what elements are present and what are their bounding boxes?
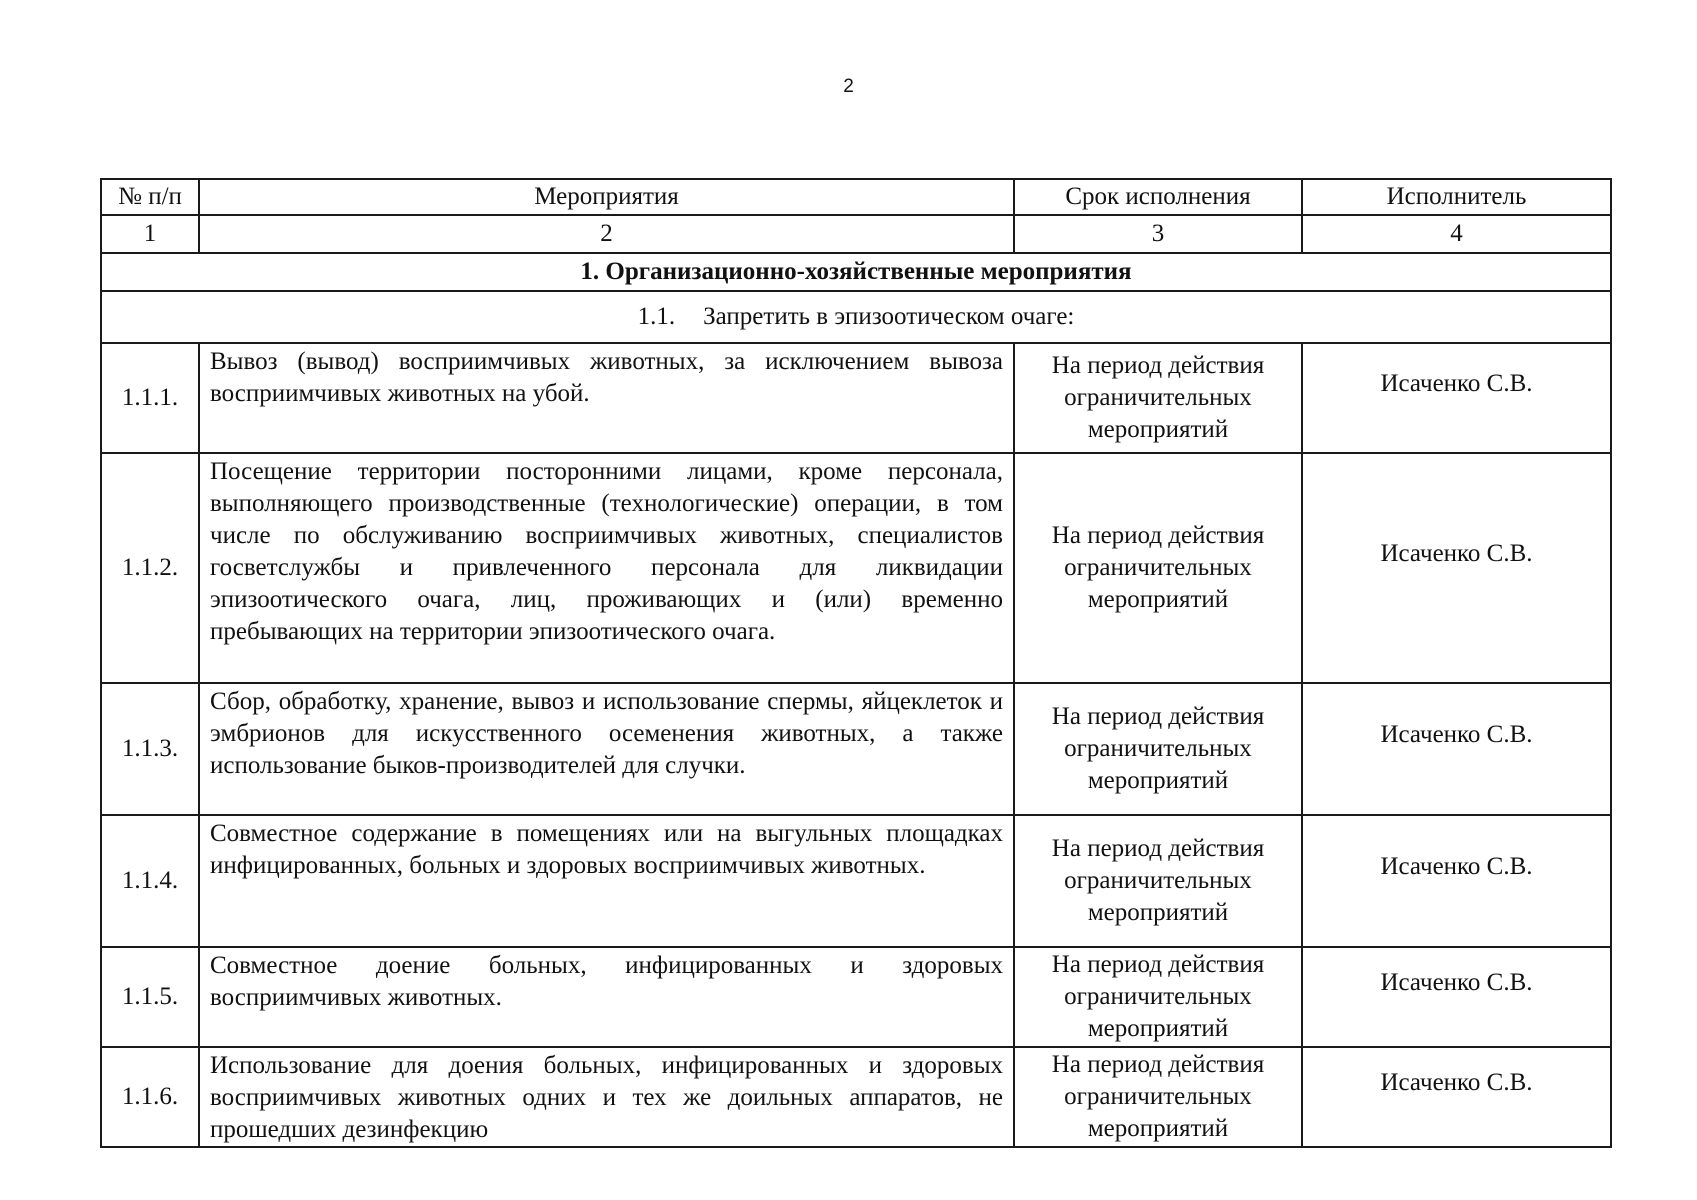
table-row	[101, 815, 1611, 947]
row-term: На период действия ограничительных мероприятий	[1014, 1047, 1302, 1147]
row-executor-cell	[1302, 815, 1611, 947]
header-executor: Исполнитель	[1302, 179, 1611, 215]
row-executor: Исаченко С.В.	[1380, 370, 1533, 397]
row-measure: Посещение территории посторонними лицами, кроме персонала, выполняющего производственные (технологические) операции, в том числе по обслуживанию восприимчивых животных, специалистов госветслужбы и привлеченного персонала для ликвидации эпизоотического очага, лиц, проживающих и (или) временно пребывающих на территории эпизоотического очага.	[199, 453, 1014, 683]
row-number: 1.1.3.	[101, 683, 199, 815]
measures-table	[100, 178, 1612, 1148]
header-number: № п/п	[101, 179, 199, 215]
header-measures: Мероприятия	[199, 179, 1014, 215]
row-term: На период действия ограничительных мероприятий	[1014, 453, 1302, 683]
row-number: 1.1.6.	[101, 1047, 199, 1147]
header-term: Срок исполнения	[1014, 179, 1302, 215]
row-executor-cell	[1302, 453, 1611, 683]
row-measure: Совместное доение больных, инфицированных и здоровых восприимчивых животных.	[199, 947, 1014, 1047]
row-number: 1.1.2.	[101, 453, 199, 683]
row-measure: Совместное содержание в помещениях или на выгульных площадках инфицированных, больных и здоровых восприимчивых животных.	[199, 815, 1014, 947]
row-executor: Исаченко С.В.	[1380, 540, 1533, 567]
table-row	[101, 947, 1611, 1047]
row-measure: Использование для доения больных, инфицированных и здоровых восприимчивых животных одних и тех же доильных аппаратов, не прошедших дезинфекцию	[199, 1047, 1014, 1147]
table-row	[101, 1047, 1611, 1147]
table-header-row	[101, 179, 1611, 215]
row-executor: Исаченко С.В.	[1380, 1069, 1533, 1096]
page-number: 2	[843, 76, 854, 97]
row-number: 1.1.5.	[101, 947, 199, 1047]
row-executor: Исаченко С.В.	[1380, 969, 1533, 996]
row-term: На период действия ограничительных мероприятий	[1014, 947, 1302, 1047]
column-number-4: 4	[1302, 215, 1611, 253]
row-executor: Исаченко С.В.	[1380, 853, 1533, 880]
column-number-3: 3	[1014, 215, 1302, 253]
row-measure: Сбор, обработку, хранение, вывоз и использование спермы, яйцеклеток и эмбрионов для искусственного осеменения животных, а также использование быков-производителей для случки.	[199, 683, 1014, 815]
subsection-number: 1.1.	[637, 303, 676, 330]
row-term: На период действия ограничительных мероприятий	[1014, 343, 1302, 453]
section-row	[101, 253, 1611, 291]
row-executor-cell	[1302, 947, 1611, 1047]
table-row	[101, 453, 1611, 683]
row-number: 1.1.4.	[101, 815, 199, 947]
row-term: На период действия ограничительных мероприятий	[1014, 683, 1302, 815]
subsection-cell	[101, 291, 1611, 343]
column-number-2: 2	[199, 215, 1014, 253]
subsection-title: Запретить в эпизоотическом очаге:	[703, 303, 1075, 330]
row-number: 1.1.1.	[101, 343, 199, 453]
table-row	[101, 683, 1611, 815]
section-title: 1. Организационно-хозяйственные мероприятия	[101, 253, 1611, 291]
column-number-1: 1	[101, 215, 199, 253]
row-executor-cell	[1302, 343, 1611, 453]
subsection-row	[101, 291, 1611, 343]
row-term: На период действия ограничительных мероприятий	[1014, 815, 1302, 947]
row-measure: Вывоз (вывод) восприимчивых животных, за исключением вывоза восприимчивых животных на убой.	[199, 343, 1014, 453]
row-executor-cell	[1302, 1047, 1611, 1147]
row-executor-cell	[1302, 683, 1611, 815]
table-row	[101, 343, 1611, 453]
row-executor: Исаченко С.В.	[1380, 721, 1533, 748]
column-numbers-row	[101, 215, 1611, 253]
